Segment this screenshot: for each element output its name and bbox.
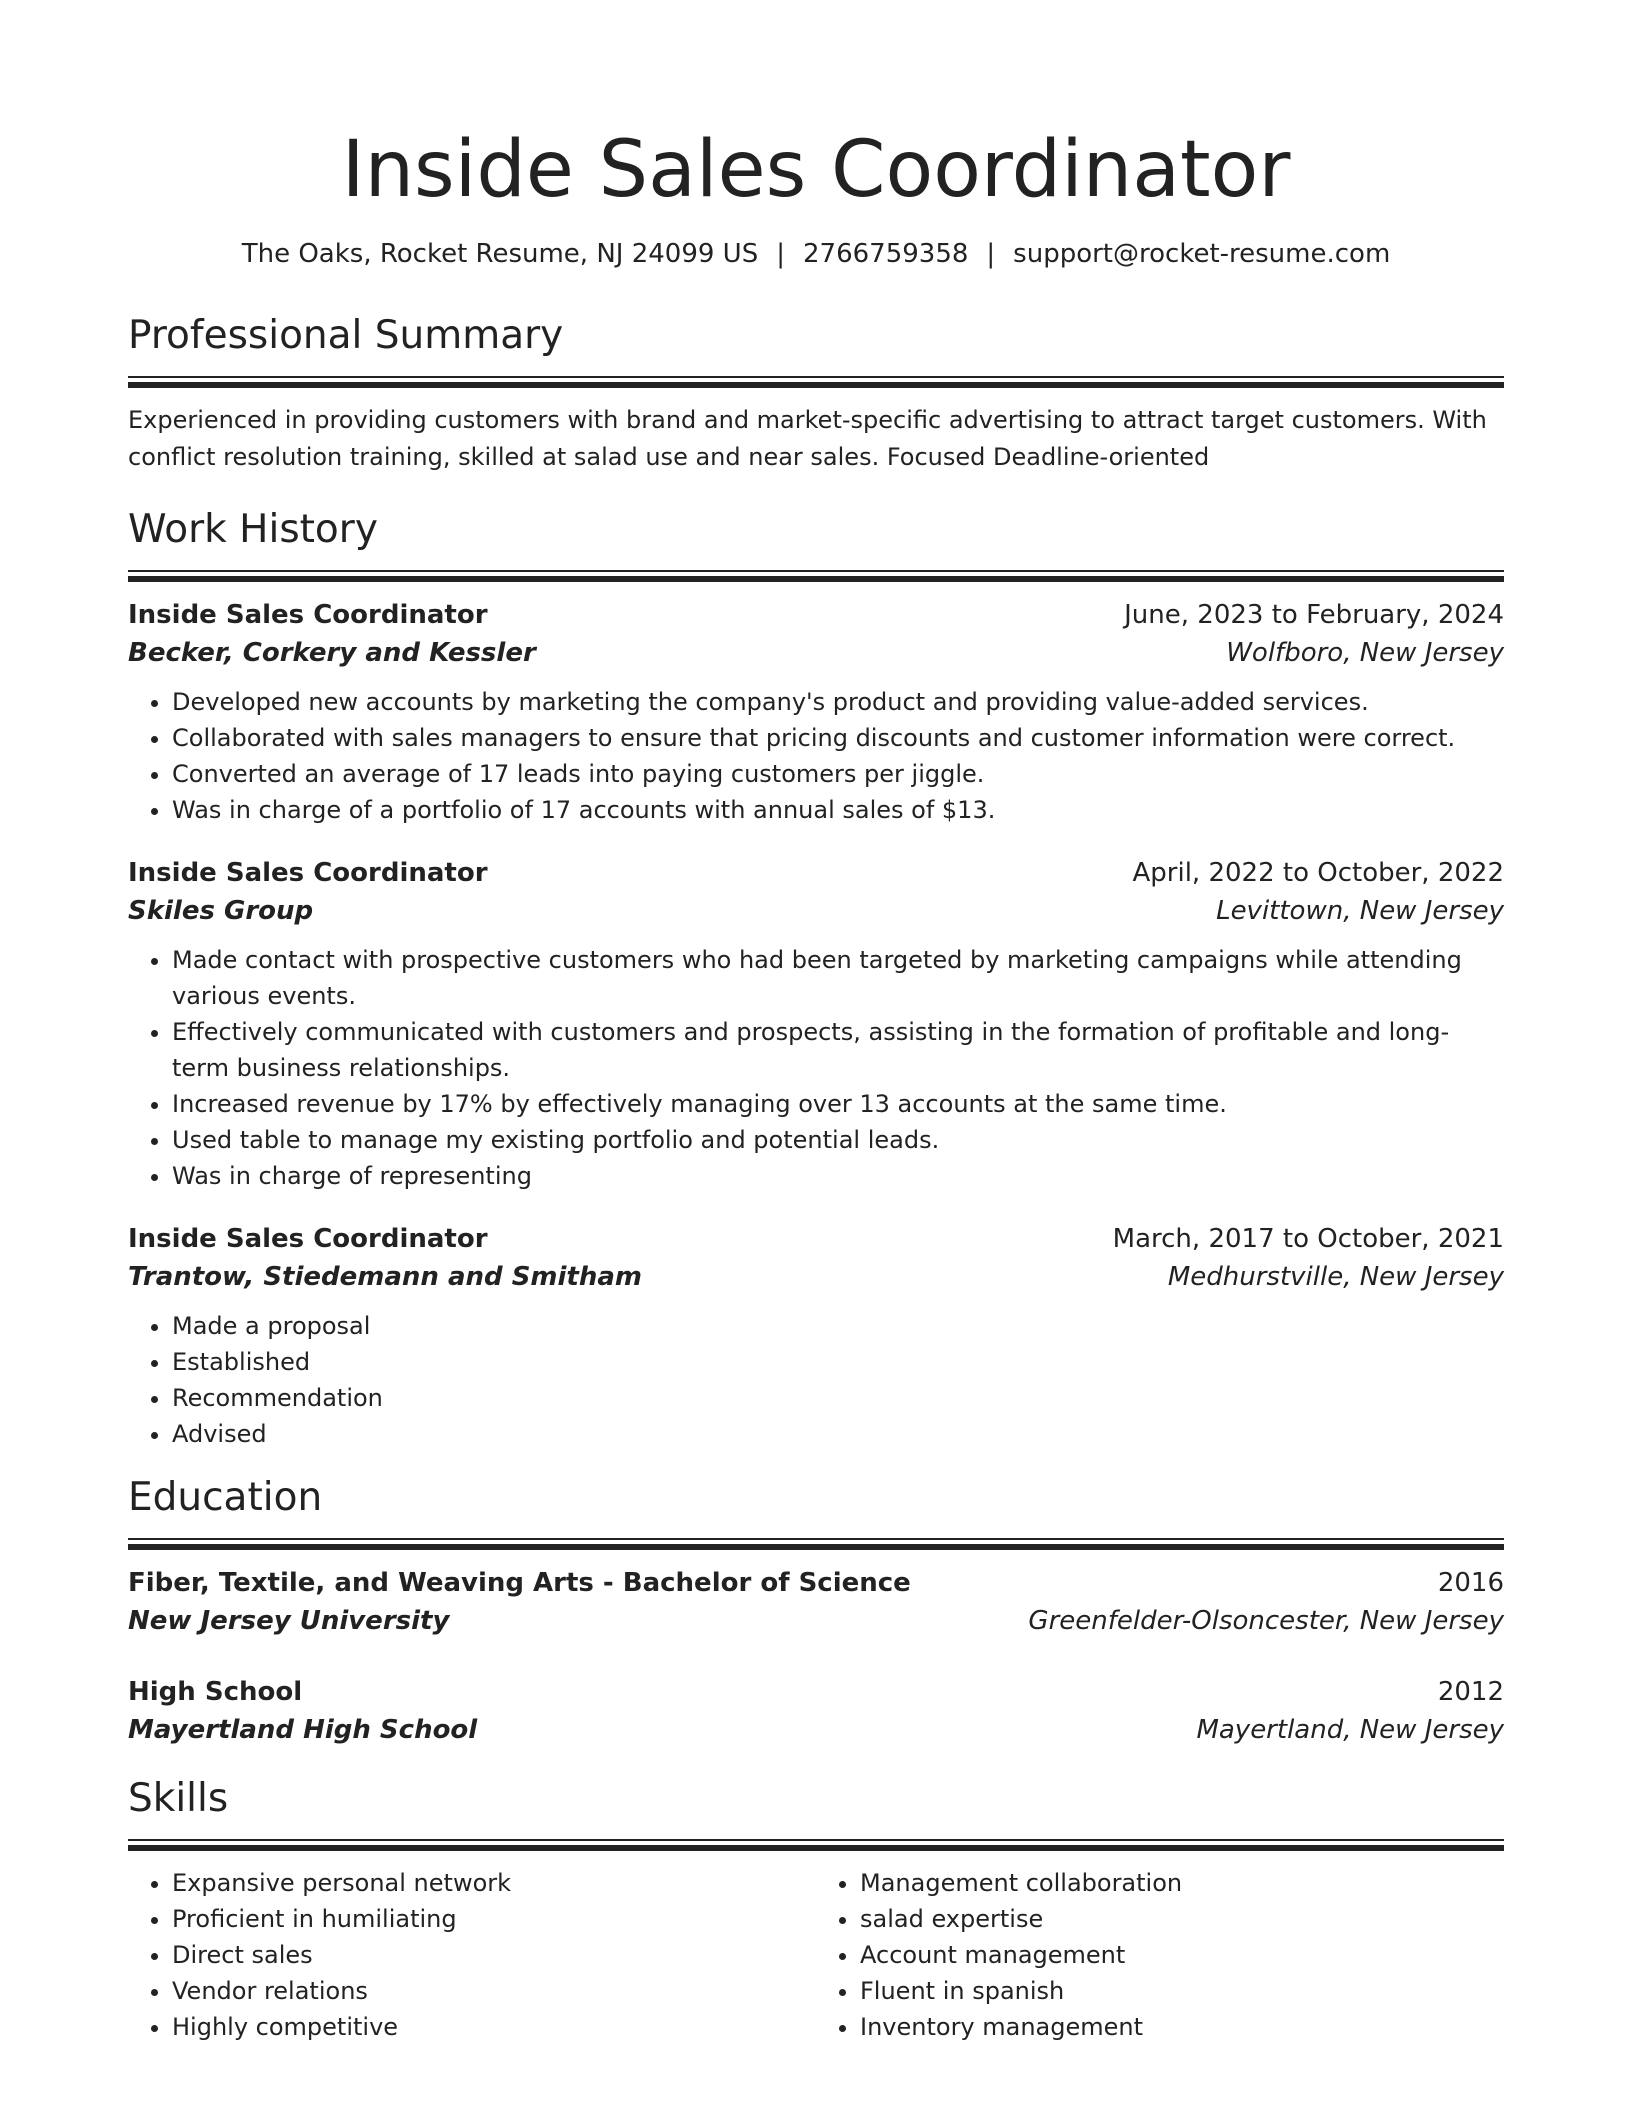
job-dates: March, 2017 to October, 2021 bbox=[1112, 1224, 1504, 1254]
education-degree: Fiber, Textile, and Weaving Arts - Bachelor of Science bbox=[128, 1568, 911, 1598]
resume-name: Inside Sales Coordinator bbox=[341, 125, 1291, 215]
summary-text: Experienced in providing customers with brand and market-specific advertising to attract target customers. With conflict resolution training, skilled at salad use and near sales. Focused Deadline-oriented bbox=[128, 406, 1487, 471]
job-dates: June, 2023 to February, 2024 bbox=[1124, 600, 1504, 630]
education-subheader bbox=[128, 1711, 1504, 1749]
list-item: • Made contact with prospective customers who had been targeted by marketing campaigns while attending various events. bbox=[172, 942, 1504, 1014]
job-header bbox=[128, 596, 1504, 634]
list-item: • Used table to manage my existing portfolio and potential leads. bbox=[172, 1122, 1504, 1158]
education-entry bbox=[128, 1673, 1504, 1749]
job-title: Inside Sales Coordinator bbox=[128, 600, 488, 630]
education-subheader bbox=[128, 1602, 1504, 1640]
skills-list-left bbox=[128, 1865, 816, 2045]
job-dates: April, 2022 to October, 2022 bbox=[1132, 858, 1504, 888]
list-item: • salad expertise bbox=[860, 1901, 1504, 1937]
list-item: • Collaborated with sales managers to ensure that pricing discounts and customer information were correct. bbox=[172, 720, 1504, 756]
list-item: • Was in charge of a portfolio of 17 accounts with annual sales of $13. bbox=[172, 792, 1504, 828]
skills-list-right bbox=[816, 1865, 1504, 2045]
section-divider bbox=[128, 376, 1504, 388]
education-school: Mayertland High School bbox=[128, 1715, 478, 1745]
list-item: • Converted an average of 17 leads into paying customers per jiggle. bbox=[172, 756, 1504, 792]
work-history-heading: Work History bbox=[128, 507, 378, 552]
education-section bbox=[128, 1472, 1504, 1749]
education-school: New Jersey University bbox=[128, 1606, 450, 1636]
skills-columns bbox=[128, 1865, 1504, 2045]
job-company: Becker, Corkery and Kessler bbox=[128, 638, 536, 668]
job-location: Wolfboro, New Jersey bbox=[1226, 638, 1504, 668]
list-item: • Fluent in spanish bbox=[860, 1973, 1504, 2009]
list-item: • Account management bbox=[860, 1937, 1504, 1973]
list-item: • Advised bbox=[172, 1416, 1504, 1452]
education-heading: Education bbox=[128, 1475, 323, 1520]
job-subheader bbox=[128, 1258, 1504, 1296]
list-item: • Highly competitive bbox=[172, 2009, 816, 2045]
job-location: Medhurstville, New Jersey bbox=[1167, 1262, 1504, 1292]
job-entry bbox=[128, 1220, 1504, 1452]
job-subheader bbox=[128, 892, 1504, 930]
summary-section bbox=[128, 310, 1504, 476]
job-entry bbox=[128, 596, 1504, 828]
list-item: • Inventory management bbox=[860, 2009, 1504, 2045]
education-year: 2012 bbox=[1437, 1677, 1504, 1707]
education-location: Mayertland, New Jersey bbox=[1196, 1715, 1504, 1745]
section-divider bbox=[128, 1839, 1504, 1851]
education-degree: High School bbox=[128, 1677, 303, 1707]
list-item: • Effectively communicated with customers and prospects, assisting in the formation of profitable and long-term business relationships. bbox=[172, 1014, 1504, 1086]
section-divider bbox=[128, 570, 1504, 582]
summary-heading: Professional Summary bbox=[128, 313, 564, 358]
job-header bbox=[128, 1220, 1504, 1258]
contact-line bbox=[128, 236, 1504, 272]
list-item: • Management collaboration bbox=[860, 1865, 1504, 1901]
contact-separator: | bbox=[776, 239, 785, 269]
job-title: Inside Sales Coordinator bbox=[128, 1224, 488, 1254]
list-item: • Proficient in humiliating bbox=[172, 1901, 816, 1937]
education-year: 2016 bbox=[1437, 1568, 1504, 1598]
list-item: • Developed new accounts by marketing the company's product and providing value-added services. bbox=[172, 684, 1504, 720]
list-item: • Made a proposal bbox=[172, 1308, 1504, 1344]
job-title: Inside Sales Coordinator bbox=[128, 858, 488, 888]
job-company: Skiles Group bbox=[128, 896, 314, 926]
contact-phone: 2766759358 bbox=[802, 239, 969, 269]
education-location: Greenfelder-Olsoncester, New Jersey bbox=[1028, 1606, 1504, 1636]
job-header bbox=[128, 854, 1504, 892]
contact-email: support@rocket-resume.com bbox=[1013, 239, 1391, 269]
list-item: • Direct sales bbox=[172, 1937, 816, 1973]
work-history-section bbox=[128, 504, 1504, 1452]
job-location: Levittown, New Jersey bbox=[1216, 896, 1504, 926]
skills-heading: Skills bbox=[128, 1776, 229, 1821]
list-item: • Expansive personal network bbox=[172, 1865, 816, 1901]
job-company: Trantow, Stiedemann and Smitham bbox=[128, 1262, 643, 1292]
list-item: • Increased revenue by 17% by effectively managing over 13 accounts at the same time. bbox=[172, 1086, 1504, 1122]
section-divider bbox=[128, 1538, 1504, 1550]
job-bullets bbox=[128, 942, 1504, 1194]
list-item: • Vendor relations bbox=[172, 1973, 816, 2009]
education-entry bbox=[128, 1564, 1504, 1640]
contact-address: The Oaks, Rocket Resume, NJ 24099 US bbox=[241, 239, 759, 269]
skills-section bbox=[128, 1773, 1504, 2045]
job-bullets bbox=[128, 1308, 1504, 1452]
job-bullets bbox=[128, 684, 1504, 828]
list-item: • Recommendation bbox=[172, 1380, 1504, 1416]
contact-separator: | bbox=[986, 239, 996, 269]
job-entry bbox=[128, 854, 1504, 1194]
education-header bbox=[128, 1564, 1504, 1602]
list-item: • Established bbox=[172, 1344, 1504, 1380]
job-subheader bbox=[128, 634, 1504, 672]
list-item: • Was in charge of representing bbox=[172, 1158, 1504, 1194]
education-header bbox=[128, 1673, 1504, 1711]
